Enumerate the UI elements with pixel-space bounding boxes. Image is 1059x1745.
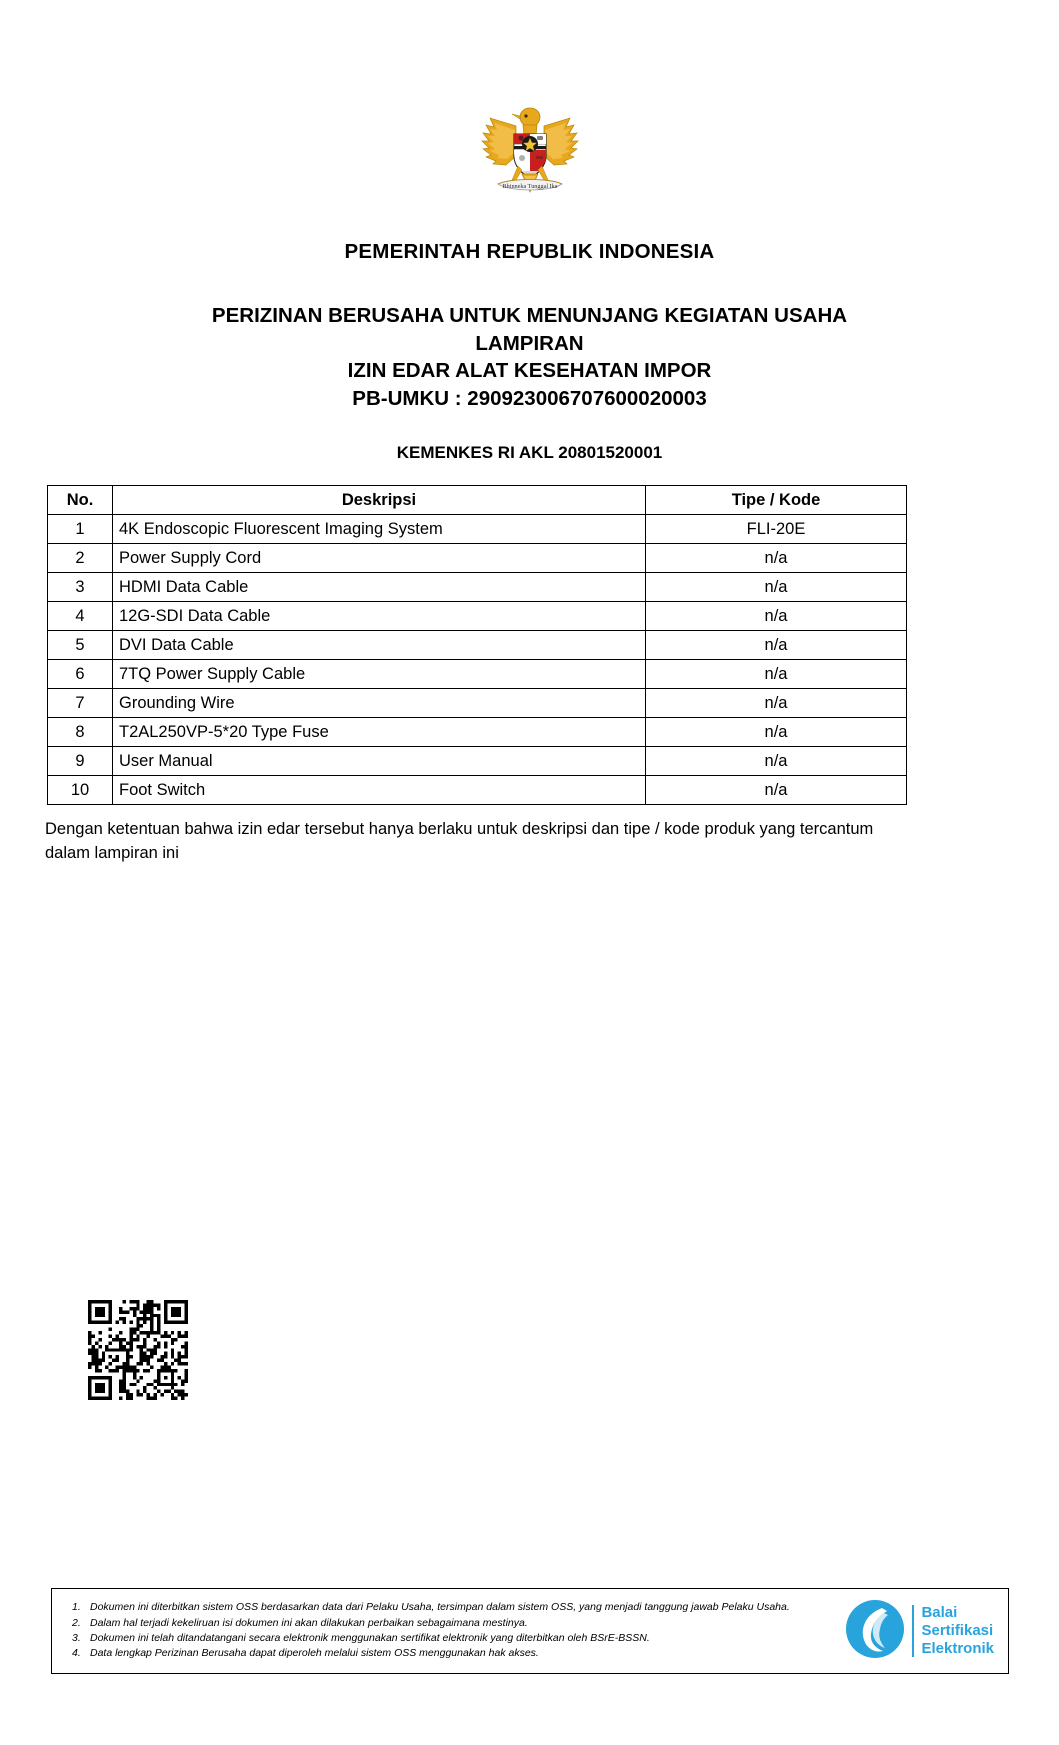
table-row (48, 689, 907, 718)
cell-tipe-kode: n/a (646, 747, 907, 776)
cell-deskripsi: 4K Endoscopic Fluorescent Imaging System (113, 515, 646, 544)
cell-deskripsi: Foot Switch (113, 776, 646, 805)
cell-no: 5 (48, 631, 113, 660)
column-header-deskripsi: Deskripsi (113, 486, 646, 515)
title-line-4-pbumku: PB-UMKU : 290923006707600020003 (352, 387, 707, 411)
document-title (0, 302, 1059, 413)
column-header-no: No. (48, 486, 113, 515)
cell-tipe-kode: n/a (646, 660, 907, 689)
document-heading-block (0, 240, 1059, 463)
garuda-pancasila-emblem (476, 100, 584, 206)
bsre-divider (912, 1605, 914, 1657)
table-row (48, 573, 907, 602)
table-body (48, 515, 907, 805)
footer-item-text: Dalam hal terjadi kekeliruan isi dokumen ini akan dilakukan perbaikan sebagaimana mestinya. (90, 1616, 528, 1629)
cell-deskripsi: DVI Data Cable (113, 631, 646, 660)
government-line: PEMERINTAH REPUBLIK INDONESIA (344, 240, 715, 263)
footer-item-text: Dokumen ini diterbitkan sistem OSS berdasarkan data dari Pelaku Usaha, tersimpan dalam sistem OSS, yang menjadi tanggung jawab Pelaku Usaha. (90, 1601, 790, 1614)
cell-tipe-kode: n/a (646, 718, 907, 747)
garuda-emblem-container (0, 100, 1059, 211)
registration-number: KEMENKES RI AKL 20801520001 (396, 442, 663, 462)
footer-list-item (62, 1600, 840, 1615)
product-table-container (47, 485, 907, 805)
footer-disclaimer-list (52, 1594, 844, 1667)
column-header-tipe-kode: Tipe / Kode (646, 486, 907, 515)
cell-tipe-kode: n/a (646, 631, 907, 660)
table-row (48, 602, 907, 631)
cell-tipe-kode: n/a (646, 689, 907, 718)
note-paragraph: Dengan ketentuan bahwa izin edar tersebut hanya berlaku untuk deskripsi dan tipe / kode produk yang tercantum dalam lampiran ini (45, 820, 874, 862)
table-row (48, 544, 907, 573)
title-line-3: IZIN EDAR ALAT KESEHATAN IMPOR (347, 359, 712, 383)
cell-tipe-kode: n/a (646, 776, 907, 805)
bsre-text-line-1: Balai (921, 1604, 958, 1622)
cell-deskripsi: User Manual (113, 747, 646, 776)
cell-deskripsi: T2AL250VP-5*20 Type Fuse (113, 718, 646, 747)
footer-item-text: Data lengkap Perizinan Berusaha dapat diperoleh melalui sistem OSS menggunakan hak akses. (90, 1647, 539, 1660)
cell-no: 10 (48, 776, 113, 805)
cell-deskripsi: 12G-SDI Data Cable (113, 602, 646, 631)
footer-item-text: Dokumen ini telah ditandatangani secara elektronik menggunakan sertifikat elektronik yang diterbitkan oleh BSrE-BSSN. (90, 1632, 650, 1644)
cell-no: 2 (48, 544, 113, 573)
bsre-swoosh-icon (844, 1598, 906, 1665)
footer-list-item (62, 1616, 840, 1631)
table-row (48, 776, 907, 805)
cell-no: 8 (48, 718, 113, 747)
cell-no: 6 (48, 660, 113, 689)
table-row (48, 631, 907, 660)
bsre-text-line-2: Sertifikasi (921, 1622, 994, 1640)
footer-item-number: 2. (72, 1616, 81, 1629)
footer-disclaimer-box (51, 1588, 1009, 1674)
table-header (48, 486, 907, 515)
cell-deskripsi: Grounding Wire (113, 689, 646, 718)
footer-list-item (62, 1631, 840, 1646)
footer-list-item (62, 1646, 840, 1661)
table-row (48, 660, 907, 689)
table-header-row (48, 486, 907, 515)
cell-tipe-kode: n/a (646, 602, 907, 631)
cell-deskripsi: HDMI Data Cable (113, 573, 646, 602)
cell-no: 7 (48, 689, 113, 718)
qr-code[interactable] (88, 1300, 188, 1400)
table-row (48, 747, 907, 776)
bsre-text-line-3: Elektronik (921, 1639, 994, 1657)
title-line-2: LAMPIRAN (475, 331, 584, 355)
bsre-logo-text (921, 1604, 994, 1657)
cell-tipe-kode: n/a (646, 573, 907, 602)
footer-item-number: 1. (72, 1601, 81, 1614)
cell-no: 1 (48, 515, 113, 544)
cell-deskripsi: 7TQ Power Supply Cable (113, 660, 646, 689)
cell-no: 3 (48, 573, 113, 602)
cell-deskripsi: Power Supply Cord (113, 544, 646, 573)
table-row (48, 515, 907, 544)
product-table (47, 485, 907, 805)
footer-item-number: 4. (72, 1647, 81, 1660)
table-row (48, 718, 907, 747)
cell-no: 9 (48, 747, 113, 776)
title-line-1: PERIZINAN BERUSAHA UNTUK MENUNJANG KEGIATAN USAHA (211, 304, 848, 327)
cell-tipe-kode: FLI-20E (646, 515, 907, 544)
qr-code-image (88, 1300, 188, 1400)
cell-tipe-kode: n/a (646, 544, 907, 573)
bsre-logo (844, 1598, 1008, 1665)
cell-no: 4 (48, 602, 113, 631)
svg-text:Bhinneka Tunggal Ika: Bhinneka Tunggal Ika (502, 183, 557, 190)
footer-item-number: 3. (72, 1632, 81, 1644)
